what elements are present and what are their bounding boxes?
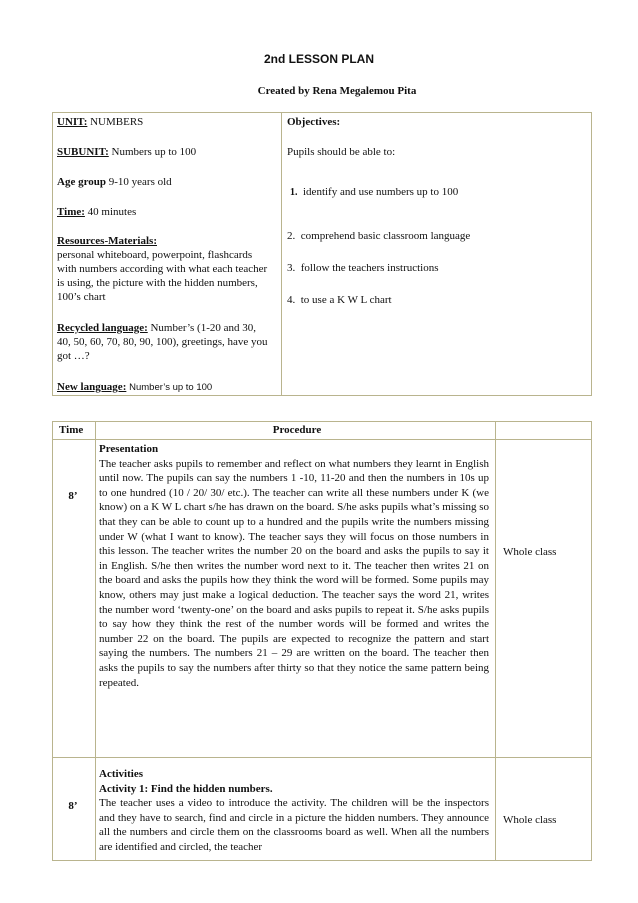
grouping-label: Whole class	[503, 546, 557, 558]
procedure-cell	[99, 442, 489, 690]
unit-value: NUMBERS	[90, 116, 144, 128]
resources-label: Resources-Materials:	[57, 235, 157, 247]
recycled-language	[57, 321, 271, 363]
age-group-label: Age group	[57, 176, 106, 188]
recycled-language-value: Number’s (1-20 and 30, 40, 50, 60, 70, 80, 90, 100), greetings, have you got …?	[57, 322, 268, 362]
new-language-line	[57, 380, 212, 395]
unit-line	[57, 115, 143, 129]
objectives-intro: Pupils should be able to:	[287, 146, 396, 158]
objective-number: 1.	[290, 187, 298, 198]
header-procedure: Procedure	[272, 424, 322, 436]
procedure-cell	[99, 767, 489, 855]
row-divider	[53, 439, 591, 440]
grouping-label: Whole class	[503, 814, 557, 826]
column-divider	[495, 422, 496, 860]
objective-text: to use a K W L chart	[300, 294, 392, 306]
resources-label-line	[57, 234, 157, 248]
row-time: 8’	[68, 490, 78, 502]
objectives-column	[287, 113, 587, 395]
new-language-value: Number’s up to 100	[129, 382, 213, 393]
objective-item	[287, 261, 439, 275]
section-heading: Activities	[99, 768, 143, 780]
objective-item	[287, 293, 392, 307]
column-divider	[95, 422, 96, 860]
objective-item	[290, 185, 458, 200]
procedure-table	[52, 421, 592, 861]
section-heading: Presentation	[99, 443, 159, 455]
procedure-text: The teacher asks pupils to remember and reflect on what numbers they learnt in English until now. The pupils can say the numbers 1 -10, 11-20 and then the numbers in 10s up to one hundred (10 / 20/ 30/ etc.). The teacher can write all these numbers under K (we know) on a K W L chart s/he has drawn on the board. S/he asks pupils what’s missing so that they can be able to count up to a hundred and the pupils write the numbers missing under W (what I want to know). The teacher says they will focus on those numbers in this lesson. The teacher writes the number 20 on the board and asks the pupils to say it in English. S/he then writes the number word next to it. The teacher then writes 21 on the board and asks the pupils how they think the word will be formed. Some pupils may know, others may just make a logical deduction. The teacher says the word 21, writes the number word ‘twenty-one’ on the board and asks pupils to repeat it. S/he asks pupils to say how they think the rest of the number words will be formed and writes the number 22 on the board. The pupils are expected to recognize the pattern and start saying the numbers. The numbers 21 – 29 are written on the board. The teacher then asks the pupils to say the numbers after thirty so that they notice the same pattern being repeated.	[99, 457, 489, 689]
activity-title: Activity 1: Find the hidden numbers.	[99, 782, 273, 795]
document-title: 2nd LESSON PLAN	[263, 52, 374, 66]
new-language-label: New language:	[57, 381, 127, 393]
recycled-language-label: Recycled language:	[57, 322, 148, 334]
time-label: Time:	[57, 206, 85, 218]
info-table-divider	[281, 113, 282, 395]
subunit-label: SUBUNIT:	[57, 146, 109, 158]
age-group-value: 9-10 years old	[108, 176, 172, 188]
subunit-line	[57, 145, 196, 159]
objective-text: identify and use numbers up to 100	[303, 186, 459, 198]
row-divider	[53, 757, 591, 758]
info-table	[52, 112, 592, 396]
document-author: Created by Rena Megalemou Pita	[257, 85, 417, 97]
unit-label: UNIT:	[57, 116, 88, 128]
time-value: 40 minutes	[87, 206, 137, 218]
lesson-info-column	[57, 113, 279, 395]
objective-number: 3.	[287, 262, 296, 274]
subunit-value: Numbers up to 100	[111, 146, 197, 158]
procedure-text: The teacher uses a video to introduce the activity. The children will be the inspectors and they have to search, find and circle in a picture the hidden numbers. They announce all the numbers and circle them on the classrooms board as well. When all the numbers are identified and circled, the teacher	[99, 797, 489, 853]
objectives-label: Objectives:	[287, 116, 341, 128]
age-group-line	[57, 175, 172, 189]
objective-item	[287, 229, 470, 243]
time-line	[57, 205, 136, 219]
objective-number: 4.	[287, 294, 296, 306]
resources-value: personal whiteboard, powerpoint, flashcards with numbers according with what each teacher is using, the picture with the hidden numbers, 100’s chart	[57, 249, 268, 303]
row-time: 8’	[68, 800, 78, 812]
objective-number: 2.	[287, 230, 296, 242]
objective-text: comprehend basic classroom language	[300, 230, 471, 242]
objective-text: follow the teachers instructions	[300, 262, 439, 274]
header-time: Time	[59, 424, 84, 436]
